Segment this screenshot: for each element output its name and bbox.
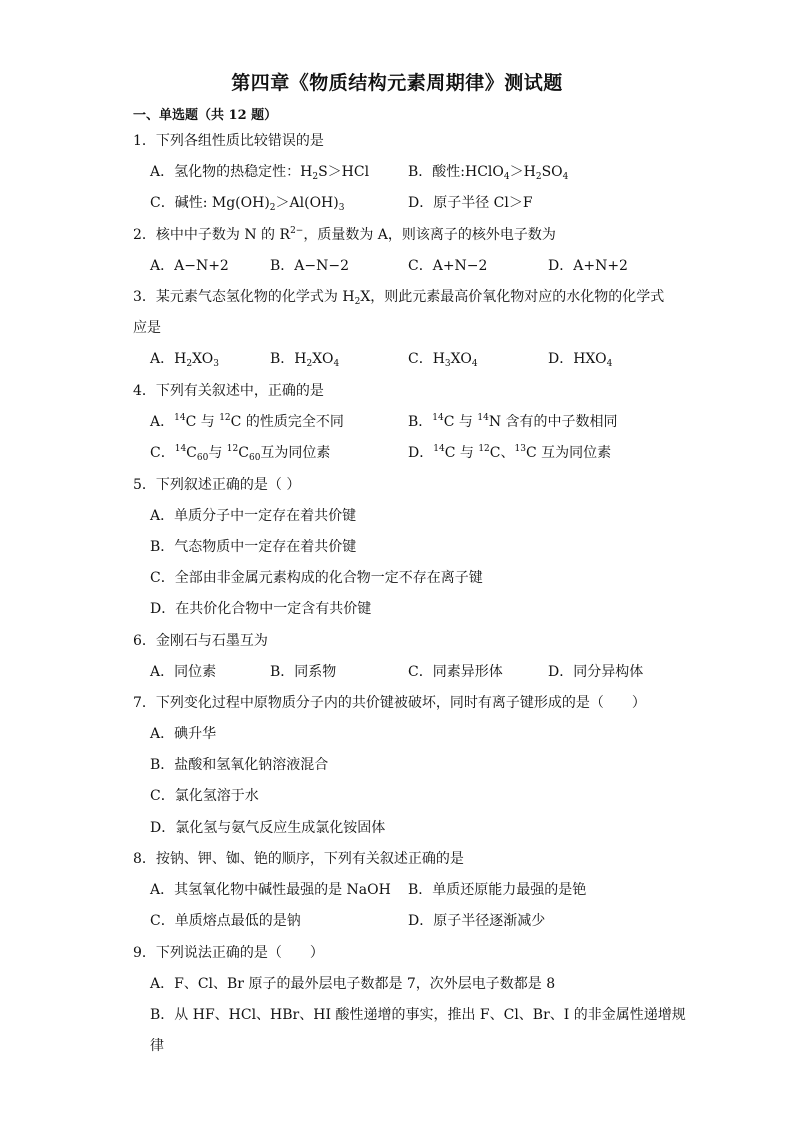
question-7-stem: 7．下列变化过程中原物质分子内的共价键被破坏，同时有离子键形成的是（ ）: [133, 695, 646, 711]
question-1-option-d[interactable]: D．原子半径 Cl＞F: [408, 195, 533, 211]
question-4-option-c[interactable]: C．$^{14}C_{60}$与 $^{12}C_{60}$互为同位素: [150, 444, 331, 463]
question-2-option-a[interactable]: A．A−N+2: [150, 258, 229, 274]
question-3-option-b[interactable]: B．$H_2XO_4$: [270, 351, 340, 369]
question-2-stem: 2．核中中子数为 N 的 $R^{2-}$，质量数为 A，则该离子的核外电子数为: [133, 226, 556, 243]
question-7-option-a[interactable]: A．碘升华: [150, 726, 217, 742]
question-8-option-b[interactable]: B．单质还原能力最强的是铯: [408, 882, 587, 898]
question-6-option-c[interactable]: C．同素异形体: [408, 664, 503, 680]
question-4-option-d[interactable]: D．$^{14}$C 与 $^{12}$C、$^{13}$C 互为同位素: [408, 444, 612, 461]
question-9-stem: 9．下列说法正确的是（ ）: [133, 945, 324, 961]
question-2-option-b[interactable]: B．A−N−2: [270, 258, 350, 274]
question-1-stem: 1．下列各组性质比较错误的是: [133, 133, 324, 149]
question-5-option-d[interactable]: D．在共价化合物中一定含有共价键: [150, 601, 372, 617]
question-4-stem: 4．下列有关叙述中，正确的是: [133, 383, 324, 399]
question-5-option-a[interactable]: A．单质分子中一定存在着共价键: [150, 508, 357, 524]
question-8-option-a[interactable]: A．其氢氧化物中碱性最强的是 NaOH: [150, 882, 391, 898]
question-8-option-c[interactable]: C．单质熔点最低的是钠: [150, 913, 301, 929]
question-9-option-b[interactable]: B．从 HF、HCl、HBr、HI 酸性递增的事实，推出 F、Cl、Br、I 的非金属性递增规: [150, 1007, 686, 1023]
question-9-option-a[interactable]: A．F、Cl、Br 原子的最外层电子数都是 7，次外层电子数都是 8: [150, 976, 556, 992]
question-8-stem: 8．按钠、钾、铷、铯的顺序，下列有关叙述正确的是: [133, 851, 464, 867]
question-5-stem: 5．下列叙述正确的是（ ）: [133, 477, 301, 493]
question-7-option-c[interactable]: C．氯化氢溶于水: [150, 788, 259, 804]
page-title: 第四章《物质结构元素周期律》测试题: [231, 72, 563, 94]
question-1-option-b[interactable]: B．酸性$:HClO_4>H_2SO_4$: [408, 164, 569, 182]
question-6-option-a[interactable]: A．同位素: [150, 664, 217, 680]
question-5-option-b[interactable]: B．气态物质中一定存在着共价键: [150, 539, 357, 555]
question-3-option-d[interactable]: D．$HXO_4$: [548, 351, 613, 369]
section-heading: 一、单选题（共 12 题）: [133, 108, 278, 123]
question-3-stem: 3．某元素气态氢化物的化学式为 $H_2X$，则此元素最高价氧化物对应的水化物的化学式: [133, 289, 665, 307]
question-3-stem-continued: 应是: [133, 320, 161, 336]
question-3-option-a[interactable]: A．$H_2XO_3$: [150, 351, 219, 369]
question-9-option-b-continued: 律: [150, 1038, 164, 1054]
question-7-option-b[interactable]: B．盐酸和氢氧化钠溶液混合: [150, 757, 329, 773]
question-5-option-c[interactable]: C．全部由非金属元素构成的化合物一定不存在离子键: [150, 570, 483, 586]
question-4-option-a[interactable]: A．$^{14}$C 与 $^{12}$C 的性质完全不同: [150, 413, 344, 430]
question-6-option-b[interactable]: B．同系物: [270, 664, 337, 680]
question-8-option-d[interactable]: D．原子半径逐渐减少: [408, 913, 546, 929]
question-3-option-c[interactable]: C．$H_3XO_4$: [408, 351, 478, 369]
question-2-option-d[interactable]: D．A+N+2: [548, 258, 628, 274]
question-4-option-b[interactable]: B．$^{14}$C 与 $^{14}$N 含有的中子数相同: [408, 413, 618, 430]
question-2-option-c[interactable]: C．A+N−2: [408, 258, 488, 274]
question-6-stem: 6．金刚石与石墨互为: [133, 633, 268, 649]
question-1-option-a[interactable]: A．氢化物的热稳定性：$H_2S>HCl$: [150, 164, 370, 182]
question-6-option-d[interactable]: D．同分异构体: [548, 664, 644, 680]
question-1-option-c[interactable]: C．碱性: $Mg(OH)_2>Al(OH)_3$: [150, 195, 345, 213]
question-7-option-d[interactable]: D．氯化氢与氨气反应生成氯化铵固体: [150, 820, 386, 836]
